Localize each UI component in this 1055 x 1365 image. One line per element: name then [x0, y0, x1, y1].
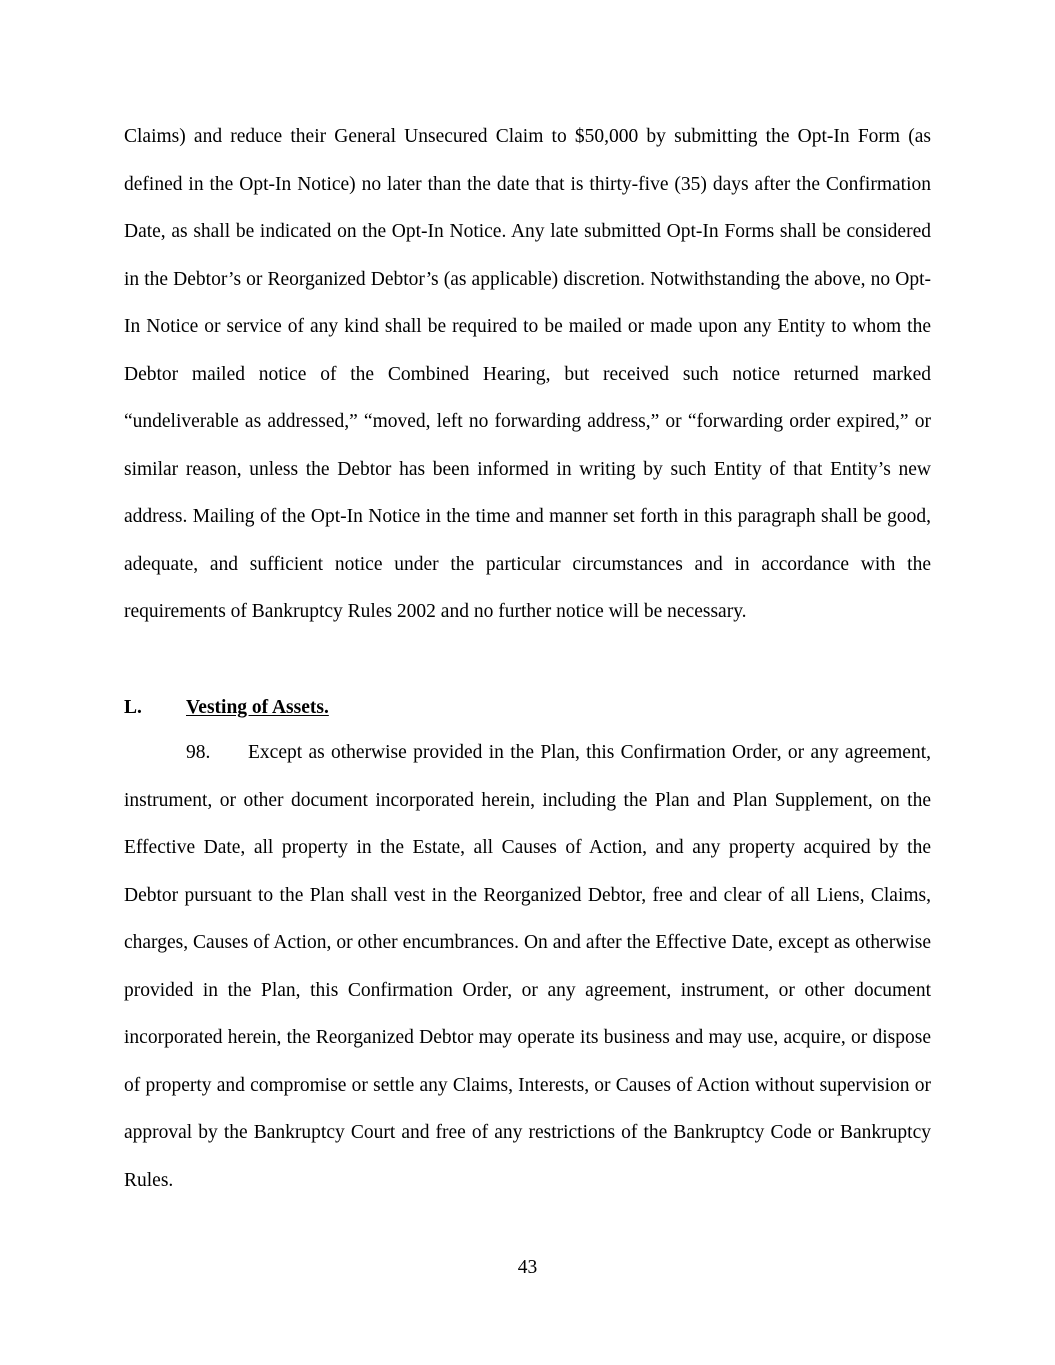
paragraph-number: 98.	[186, 742, 211, 763]
paragraph-98	[124, 729, 931, 1204]
section-letter: L.	[124, 697, 142, 718]
page-number: 43	[517, 1257, 538, 1278]
section-heading	[124, 684, 329, 732]
paragraph-text: Except as otherwise provided in the Plan, this Confirmation Order, or any agreement, instrument, or other document incorporated herein, including the Plan and Plan Supplement, on the Effective Date, all property in the Estate, all Causes of Action, and any property acquired by the Debtor pursuant to the Plan shall vest in the Reorganized Debtor, free and clear of all Liens, Claims, charges, Causes of Action, or other encumbrances. On and after the Effective Date, except as otherwise provided in the Plan, this Confirmation Order, or any agreement, instrument, or other document incorporated herein, the Reorganized Debtor may operate its business and may use, acquire, or dispose of property and compromise or settle any Claims, Interests, or Causes of Action without supervision or approval by the Bankruptcy Court and free of any restrictions of the Bankruptcy Code or Bankruptcy Rules.	[124, 742, 931, 1191]
continued-paragraph: Claims) and reduce their General Unsecured Claim to $50,000 by submitting the Opt-In Form (as defined in the Opt-In Notice) no later than the date that is thirty-five (35) days after the Confirmation Date, as shall be indicated on the Opt-In Notice. Any late submitted Opt-In Forms shall be considered in the Debtor’s or Reorganized Debtor’s (as applicable) discretion. Notwithstanding the above, no Opt-In Notice or service of any kind shall be required to be mailed or made upon any Entity to whom the Debtor mailed notice of the Combined Hearing, but received such notice returned marked “undeliverable as addressed,” “moved, left no forwarding address,” or “forwarding order expired,” or similar reason, unless the Debtor has been informed in writing by such Entity of that Entity’s new address. Mailing of the Opt-In Notice in the time and manner set forth in this paragraph shall be good, adequate, and sufficient notice under the particular circumstances and in accordance with the requirements of Bankruptcy Rules 2002 and no further notice will be necessary.	[124, 126, 931, 622]
section-title: Vesting of Assets.	[186, 697, 329, 718]
